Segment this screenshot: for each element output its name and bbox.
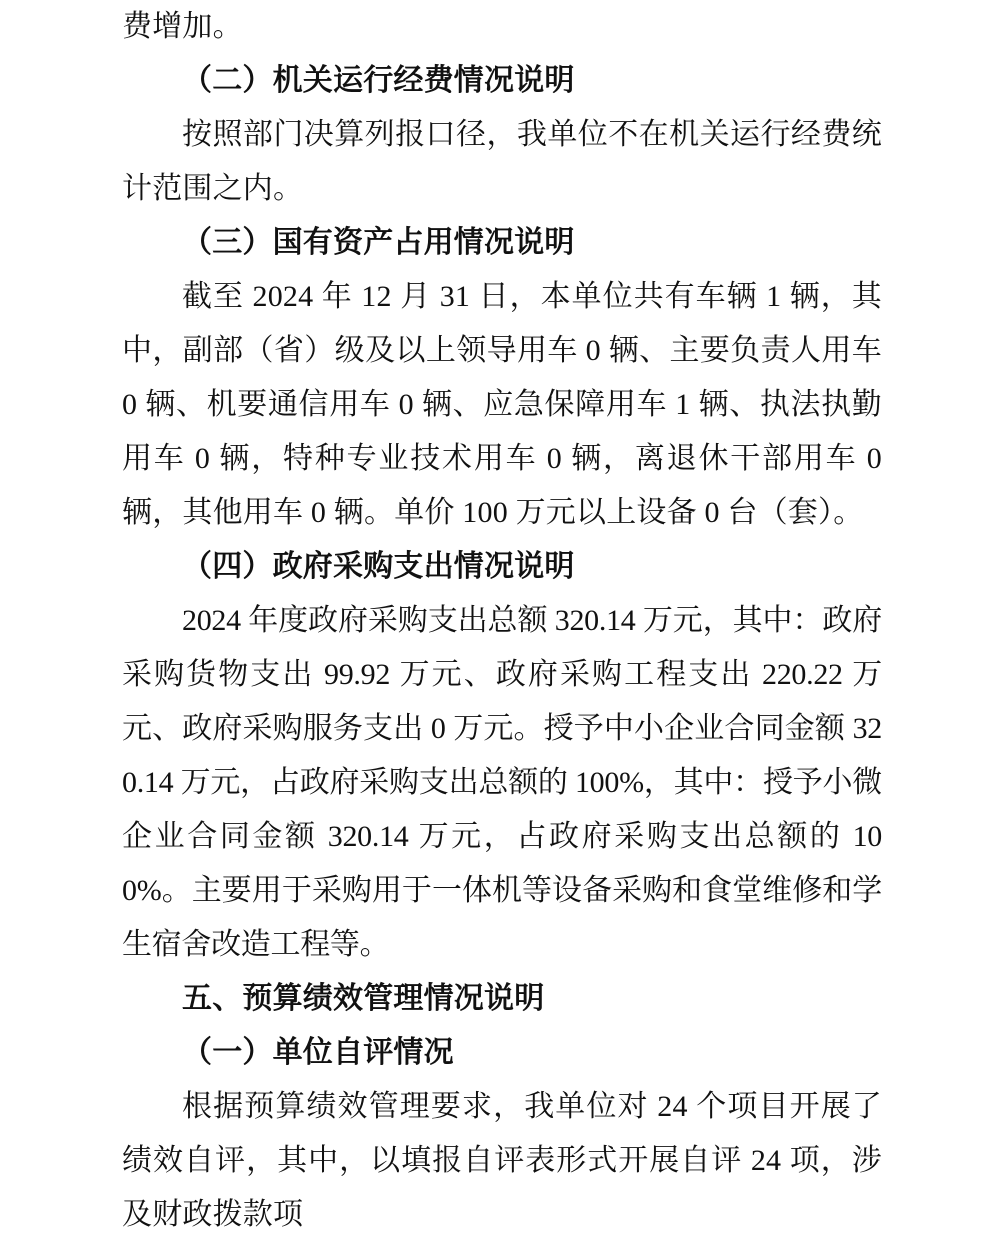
section-heading-5: 五、预算绩效管理情况说明 [182, 981, 545, 1016]
document-body [122, 0, 882, 1242]
paragraph-government-procurement: 2024 年度政府采购支出总额 320.14 万元，其中：政府采购货物支出 99.92 万元、政府采购工程支出 220.22 万元、政府采购服务支出 0 万元。授予中小企业合同金额 320.14 万元，占政府采购支出总额的 100%，其中：授予小微企业合同金额 320.14 万元，占政府采购支出总额的 100%。主要用于采购用于一体机等设备采购和食堂维修和学生宿舍改造工程等。 [122, 604, 882, 961]
carryover-continuation: 费增加。 [122, 10, 243, 43]
paragraph-operating-expenses: 按照部门决算列报口径，我单位不在机关运行经费统计范围之内。 [122, 118, 882, 205]
section-heading-4: （四）政府采购支出情况说明 [182, 549, 575, 584]
section-heading-2: （二）机关运行经费情况说明 [182, 63, 575, 98]
section-heading-3: （三）国有资产占用情况说明 [182, 225, 575, 260]
paragraph-state-assets: 截至 2024 年 12 月 31 日，本单位共有车辆 1 辆，其中，副部（省）级及以上领导用车 0 辆、主要负责人用车 0 辆、机要通信用车 0 辆、应急保障用车 1 辆、执法执勤用车 0 辆，特种专业技术用车 0 辆，离退休干部用车 0 辆，其他用车 0 辆。单价 100 万元以上设备 0 台（套）。 [122, 280, 882, 529]
section-heading-5-1: （一）单位自评情况 [182, 1035, 454, 1070]
paragraph-self-evaluation: 根据预算绩效管理要求，我单位对 24 个项目开展了绩效自评，其中，以填报自评表形式开展自评 24 项，涉及财政拨款项 [122, 1090, 882, 1231]
